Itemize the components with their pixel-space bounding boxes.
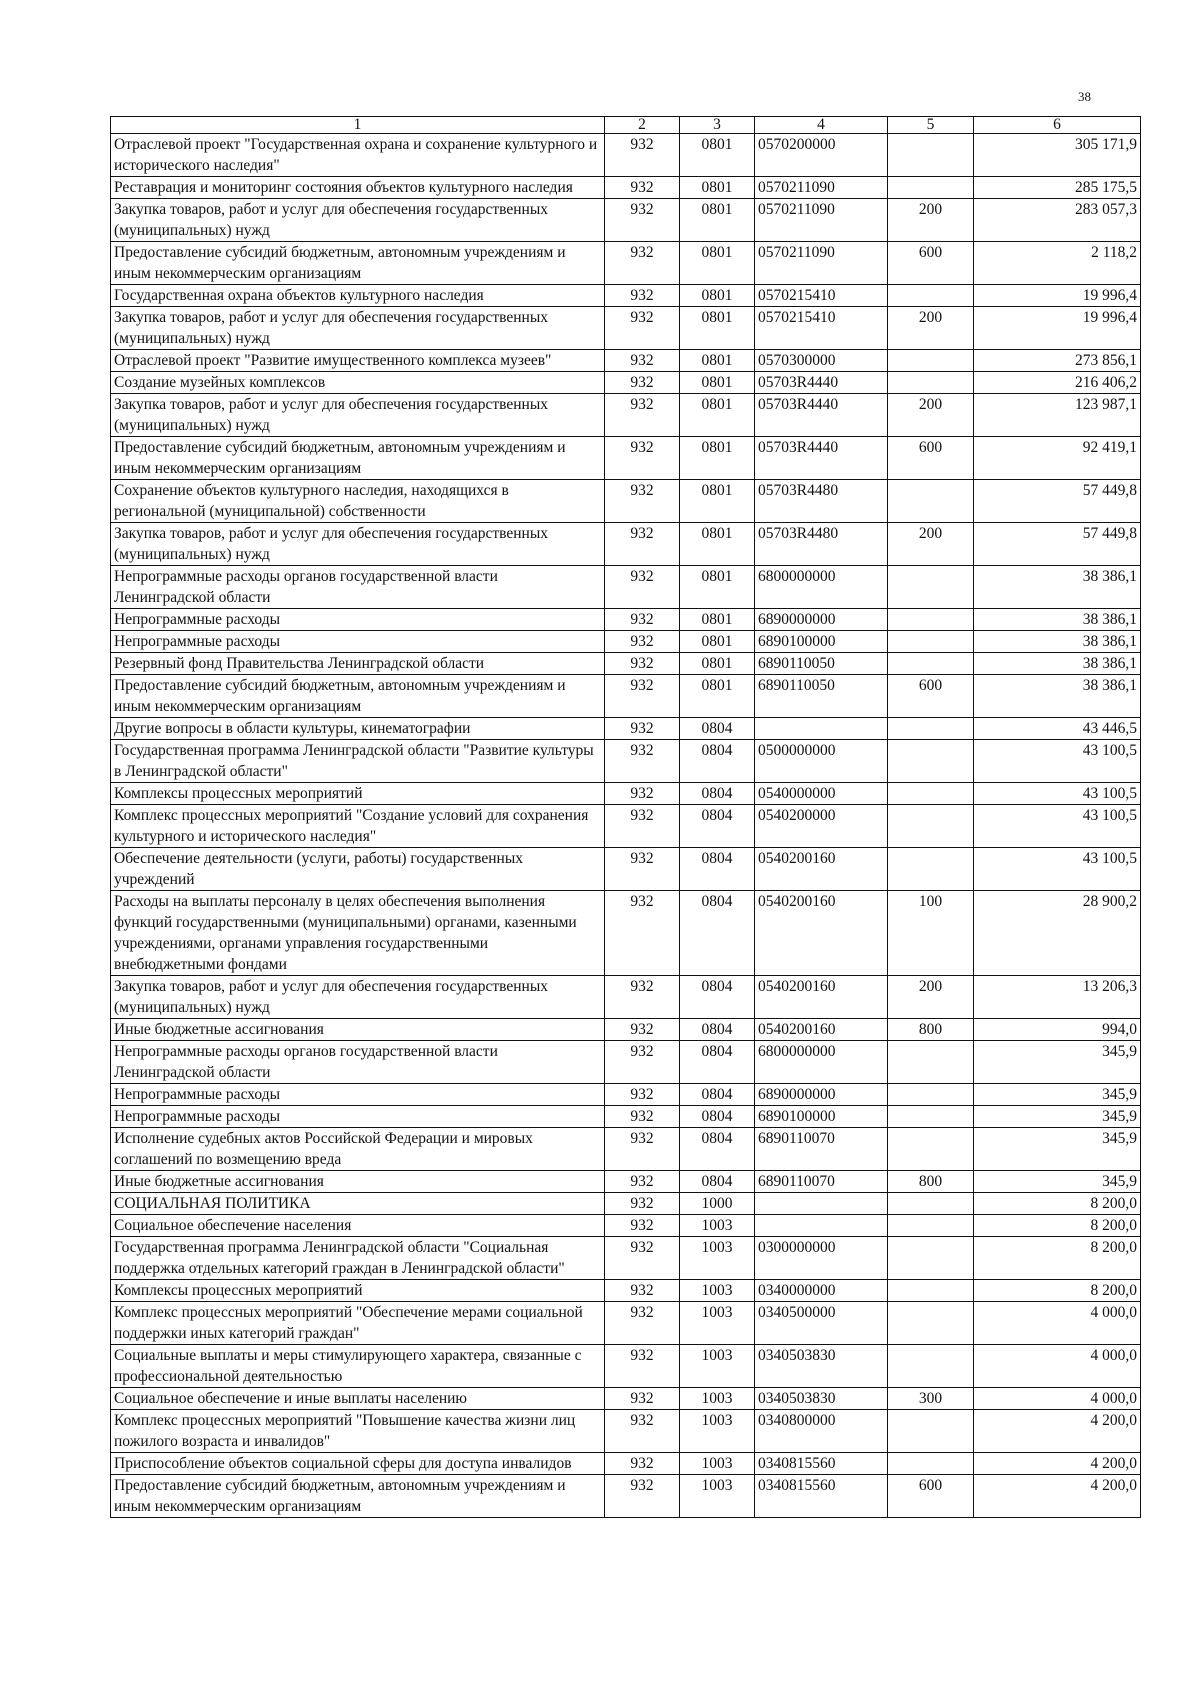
item-name-cell: Отраслевой проект "Государственная охрана и сохранение культурного и исторического наследия" xyxy=(111,134,605,177)
item-name-cell: Непрограммные расходы органов государственной власти Ленинградской области xyxy=(111,566,605,609)
admin-code-cell: 932 xyxy=(605,437,680,480)
target-article-cell: 0540200160 xyxy=(755,1019,888,1041)
amount-cell: 28 900,2 xyxy=(974,891,1141,976)
expense-type-cell: 600 xyxy=(888,675,974,718)
expense-type-cell: 200 xyxy=(888,307,974,350)
expense-type-cell xyxy=(888,1041,974,1084)
target-article-cell: 6890110070 xyxy=(755,1128,888,1171)
table-row xyxy=(111,1041,1141,1084)
table-row xyxy=(111,134,1141,177)
section-code-cell: 0801 xyxy=(680,675,755,718)
table-row xyxy=(111,199,1141,242)
admin-code-cell: 932 xyxy=(605,653,680,675)
item-name-cell: Реставрация и мониторинг состояния объектов культурного наследия xyxy=(111,177,605,199)
table-row xyxy=(111,307,1141,350)
table-row xyxy=(111,1280,1141,1302)
item-name-cell: Непрограммные расходы органов государственной власти Ленинградской области xyxy=(111,1041,605,1084)
target-article-cell: 6890110050 xyxy=(755,675,888,718)
expense-type-cell xyxy=(888,1237,974,1280)
expense-type-cell: 200 xyxy=(888,976,974,1019)
expense-type-cell xyxy=(888,350,974,372)
table-row xyxy=(111,566,1141,609)
amount-cell: 285 175,5 xyxy=(974,177,1141,199)
amount-cell: 4 200,0 xyxy=(974,1453,1141,1475)
admin-code-cell: 932 xyxy=(605,1171,680,1193)
table-row xyxy=(111,783,1141,805)
section-code-cell: 0801 xyxy=(680,134,755,177)
amount-cell: 43 100,5 xyxy=(974,783,1141,805)
table-row xyxy=(111,242,1141,285)
section-code-cell: 0801 xyxy=(680,177,755,199)
admin-code-cell: 932 xyxy=(605,350,680,372)
admin-code-cell: 932 xyxy=(605,718,680,740)
item-name-cell: Резервный фонд Правительства Ленинградской области xyxy=(111,653,605,675)
table-row xyxy=(111,976,1141,1019)
target-article-cell: 0540200160 xyxy=(755,891,888,976)
section-code-cell: 0804 xyxy=(680,976,755,1019)
expense-type-cell xyxy=(888,1106,974,1128)
table-row xyxy=(111,177,1141,199)
admin-code-cell: 932 xyxy=(605,307,680,350)
expense-type-cell xyxy=(888,1084,974,1106)
target-article-cell: 05703R4440 xyxy=(755,394,888,437)
admin-code-cell: 932 xyxy=(605,1302,680,1345)
item-name-cell: Предоставление субсидий бюджетным, автономным учреждениям и иным некоммерческим организациям xyxy=(111,1475,605,1518)
amount-cell: 4 200,0 xyxy=(974,1410,1141,1453)
expense-type-cell xyxy=(888,805,974,848)
amount-cell: 38 386,1 xyxy=(974,653,1141,675)
section-code-cell: 0804 xyxy=(680,1128,755,1171)
expense-type-cell xyxy=(888,783,974,805)
admin-code-cell: 932 xyxy=(605,372,680,394)
amount-cell: 4 000,0 xyxy=(974,1345,1141,1388)
section-code-cell: 0804 xyxy=(680,1106,755,1128)
expense-type-cell: 600 xyxy=(888,437,974,480)
table-row xyxy=(111,805,1141,848)
admin-code-cell: 932 xyxy=(605,1019,680,1041)
amount-cell: 273 856,1 xyxy=(974,350,1141,372)
section-code-cell: 1003 xyxy=(680,1388,755,1410)
item-name-cell: Другие вопросы в области культуры, кинематографии xyxy=(111,718,605,740)
item-name-cell: Государственная программа Ленинградской области "Развитие культуры в Ленинградской области" xyxy=(111,740,605,783)
section-code-cell: 0801 xyxy=(680,653,755,675)
table-row xyxy=(111,675,1141,718)
section-code-cell: 1003 xyxy=(680,1453,755,1475)
target-article-cell xyxy=(755,1215,888,1237)
admin-code-cell: 932 xyxy=(605,631,680,653)
amount-cell: 19 996,4 xyxy=(974,307,1141,350)
item-name-cell: Закупка товаров, работ и услуг для обеспечения государственных (муниципальных) нужд xyxy=(111,394,605,437)
section-code-cell: 0801 xyxy=(680,394,755,437)
admin-code-cell: 932 xyxy=(605,976,680,1019)
expense-type-cell xyxy=(888,134,974,177)
expense-type-cell xyxy=(888,718,974,740)
table-row xyxy=(111,1128,1141,1171)
target-article-cell: 0340815560 xyxy=(755,1453,888,1475)
section-code-cell: 0804 xyxy=(680,740,755,783)
target-article-cell: 0540200160 xyxy=(755,848,888,891)
section-code-cell: 0801 xyxy=(680,199,755,242)
amount-cell: 345,9 xyxy=(974,1084,1141,1106)
target-article-cell: 0500000000 xyxy=(755,740,888,783)
admin-code-cell: 932 xyxy=(605,848,680,891)
item-name-cell: Обеспечение деятельности (услуги, работы) государственных учреждений xyxy=(111,848,605,891)
amount-cell: 38 386,1 xyxy=(974,675,1141,718)
table-row xyxy=(111,848,1141,891)
table-row xyxy=(111,1453,1141,1475)
section-code-cell: 0804 xyxy=(680,1041,755,1084)
section-code-cell: 0801 xyxy=(680,350,755,372)
target-article-cell: 0570300000 xyxy=(755,350,888,372)
section-code-cell: 0801 xyxy=(680,437,755,480)
admin-code-cell: 932 xyxy=(605,783,680,805)
amount-cell: 2 118,2 xyxy=(974,242,1141,285)
column-header: 5 xyxy=(888,117,974,134)
table-row xyxy=(111,1084,1141,1106)
target-article-cell: 05703R4480 xyxy=(755,480,888,523)
amount-cell: 38 386,1 xyxy=(974,631,1141,653)
expense-type-cell: 200 xyxy=(888,199,974,242)
table-body xyxy=(111,134,1141,1518)
section-code-cell: 0804 xyxy=(680,1171,755,1193)
admin-code-cell: 932 xyxy=(605,1193,680,1215)
amount-cell: 8 200,0 xyxy=(974,1237,1141,1280)
amount-cell: 43 446,5 xyxy=(974,718,1141,740)
expense-type-cell xyxy=(888,480,974,523)
expense-type-cell xyxy=(888,1128,974,1171)
section-code-cell: 0804 xyxy=(680,1019,755,1041)
item-name-cell: Исполнение судебных актов Российской Федерации и мировых соглашений по возмещению вреда xyxy=(111,1128,605,1171)
table-row xyxy=(111,1171,1141,1193)
admin-code-cell: 932 xyxy=(605,1215,680,1237)
target-article-cell: 05703R4440 xyxy=(755,372,888,394)
table-row xyxy=(111,350,1141,372)
amount-cell: 57 449,8 xyxy=(974,480,1141,523)
target-article-cell: 6890100000 xyxy=(755,631,888,653)
target-article-cell: 0340500000 xyxy=(755,1302,888,1345)
column-header: 4 xyxy=(755,117,888,134)
item-name-cell: Комплексы процессных мероприятий xyxy=(111,1280,605,1302)
section-code-cell: 1000 xyxy=(680,1193,755,1215)
target-article-cell: 0540200000 xyxy=(755,805,888,848)
table-row xyxy=(111,523,1141,566)
section-code-cell: 1003 xyxy=(680,1280,755,1302)
expense-type-cell xyxy=(888,631,974,653)
amount-cell: 345,9 xyxy=(974,1041,1141,1084)
amount-cell: 38 386,1 xyxy=(974,609,1141,631)
target-article-cell: 0570211090 xyxy=(755,199,888,242)
amount-cell: 283 057,3 xyxy=(974,199,1141,242)
admin-code-cell: 932 xyxy=(605,1388,680,1410)
expense-type-cell: 300 xyxy=(888,1388,974,1410)
amount-cell: 994,0 xyxy=(974,1019,1141,1041)
amount-cell: 43 100,5 xyxy=(974,805,1141,848)
table-row xyxy=(111,285,1141,307)
amount-cell: 57 449,8 xyxy=(974,523,1141,566)
target-article-cell: 6800000000 xyxy=(755,1041,888,1084)
amount-cell: 19 996,4 xyxy=(974,285,1141,307)
target-article-cell xyxy=(755,1193,888,1215)
expense-type-cell xyxy=(888,1193,974,1215)
expense-type-cell xyxy=(888,177,974,199)
target-article-cell: 0340503830 xyxy=(755,1388,888,1410)
admin-code-cell: 932 xyxy=(605,242,680,285)
amount-cell: 38 386,1 xyxy=(974,566,1141,609)
target-article-cell: 0540000000 xyxy=(755,783,888,805)
table-row xyxy=(111,609,1141,631)
section-code-cell: 0804 xyxy=(680,891,755,976)
section-code-cell: 0804 xyxy=(680,848,755,891)
table-row xyxy=(111,653,1141,675)
item-name-cell: Комплекс процессных мероприятий "Обеспечение мерами социальной поддержки иных категорий граждан" xyxy=(111,1302,605,1345)
target-article-cell xyxy=(755,718,888,740)
section-code-cell: 0801 xyxy=(680,609,755,631)
admin-code-cell: 932 xyxy=(605,1106,680,1128)
item-name-cell: Отраслевой проект "Развитие имущественного комплекса музеев" xyxy=(111,350,605,372)
item-name-cell: Предоставление субсидий бюджетным, автономным учреждениям и иным некоммерческим организациям xyxy=(111,242,605,285)
section-code-cell: 0804 xyxy=(680,805,755,848)
target-article-cell: 05703R4440 xyxy=(755,437,888,480)
item-name-cell: Предоставление субсидий бюджетным, автономным учреждениям и иным некоммерческим организациям xyxy=(111,437,605,480)
admin-code-cell: 932 xyxy=(605,1453,680,1475)
target-article-cell: 6890000000 xyxy=(755,609,888,631)
item-name-cell: Государственная охрана объектов культурного наследия xyxy=(111,285,605,307)
target-article-cell: 0570215410 xyxy=(755,307,888,350)
section-code-cell: 1003 xyxy=(680,1215,755,1237)
item-name-cell: Предоставление субсидий бюджетным, автономным учреждениям и иным некоммерческим организациям xyxy=(111,675,605,718)
section-code-cell: 0801 xyxy=(680,372,755,394)
column-header: 1 xyxy=(111,117,605,134)
admin-code-cell: 932 xyxy=(605,1041,680,1084)
table-row xyxy=(111,437,1141,480)
expense-type-cell: 200 xyxy=(888,394,974,437)
item-name-cell: СОЦИАЛЬНАЯ ПОЛИТИКА xyxy=(111,1193,605,1215)
table-row xyxy=(111,1388,1141,1410)
table-row xyxy=(111,394,1141,437)
item-name-cell: Социальное обеспечение и иные выплаты населению xyxy=(111,1388,605,1410)
table-row xyxy=(111,631,1141,653)
table-row xyxy=(111,1106,1141,1128)
amount-cell: 8 200,0 xyxy=(974,1280,1141,1302)
amount-cell: 4 200,0 xyxy=(974,1475,1141,1518)
admin-code-cell: 932 xyxy=(605,675,680,718)
section-code-cell: 1003 xyxy=(680,1302,755,1345)
expense-type-cell xyxy=(888,848,974,891)
expense-type-cell xyxy=(888,1345,974,1388)
expense-type-cell: 600 xyxy=(888,242,974,285)
expense-type-cell: 800 xyxy=(888,1019,974,1041)
amount-cell: 43 100,5 xyxy=(974,848,1141,891)
column-header: 3 xyxy=(680,117,755,134)
target-article-cell: 0570211090 xyxy=(755,177,888,199)
table-row xyxy=(111,1237,1141,1280)
amount-cell: 8 200,0 xyxy=(974,1215,1141,1237)
admin-code-cell: 932 xyxy=(605,1084,680,1106)
expense-type-cell xyxy=(888,372,974,394)
table-header-row xyxy=(111,117,1141,134)
admin-code-cell: 932 xyxy=(605,394,680,437)
target-article-cell: 6890100000 xyxy=(755,1106,888,1128)
admin-code-cell: 932 xyxy=(605,1345,680,1388)
target-article-cell: 6890110070 xyxy=(755,1171,888,1193)
target-article-cell: 6800000000 xyxy=(755,566,888,609)
admin-code-cell: 932 xyxy=(605,740,680,783)
admin-code-cell: 932 xyxy=(605,1237,680,1280)
table-row xyxy=(111,480,1141,523)
item-name-cell: Закупка товаров, работ и услуг для обеспечения государственных (муниципальных) нужд xyxy=(111,199,605,242)
admin-code-cell: 932 xyxy=(605,523,680,566)
expense-type-cell: 200 xyxy=(888,523,974,566)
section-code-cell: 0801 xyxy=(680,480,755,523)
expense-type-cell xyxy=(888,1302,974,1345)
column-header: 2 xyxy=(605,117,680,134)
section-code-cell: 0804 xyxy=(680,718,755,740)
amount-cell: 123 987,1 xyxy=(974,394,1141,437)
section-code-cell: 0801 xyxy=(680,631,755,653)
admin-code-cell: 932 xyxy=(605,199,680,242)
admin-code-cell: 932 xyxy=(605,609,680,631)
item-name-cell: Государственная программа Ленинградской области "Социальная поддержка отдельных категорий граждан в Ленинградской области" xyxy=(111,1237,605,1280)
target-article-cell: 0340800000 xyxy=(755,1410,888,1453)
table-row xyxy=(111,1410,1141,1453)
section-code-cell: 1003 xyxy=(680,1345,755,1388)
expense-type-cell: 800 xyxy=(888,1171,974,1193)
admin-code-cell: 932 xyxy=(605,805,680,848)
admin-code-cell: 932 xyxy=(605,891,680,976)
expense-type-cell xyxy=(888,740,974,783)
table-row xyxy=(111,718,1141,740)
section-code-cell: 0801 xyxy=(680,307,755,350)
expense-type-cell xyxy=(888,566,974,609)
table-row xyxy=(111,1215,1141,1237)
item-name-cell: Комплексы процессных мероприятий xyxy=(111,783,605,805)
item-name-cell: Приспособление объектов социальной сферы для доступа инвалидов xyxy=(111,1453,605,1475)
amount-cell: 216 406,2 xyxy=(974,372,1141,394)
item-name-cell: Иные бюджетные ассигнования xyxy=(111,1171,605,1193)
admin-code-cell: 932 xyxy=(605,1410,680,1453)
item-name-cell: Создание музейных комплексов xyxy=(111,372,605,394)
target-article-cell: 0570215410 xyxy=(755,285,888,307)
item-name-cell: Социальное обеспечение населения xyxy=(111,1215,605,1237)
item-name-cell: Расходы на выплаты персоналу в целях обеспечения выполнения функций государственными (муниципальными) органами, казенными учреждениями, органами управления государственными внебюджетными фондами xyxy=(111,891,605,976)
expense-type-cell: 100 xyxy=(888,891,974,976)
table-row xyxy=(111,1475,1141,1518)
item-name-cell: Закупка товаров, работ и услуг для обеспечения государственных (муниципальных) нужд xyxy=(111,976,605,1019)
amount-cell: 345,9 xyxy=(974,1106,1141,1128)
table-row xyxy=(111,891,1141,976)
item-name-cell: Комплекс процессных мероприятий "Повышение качества жизни лиц пожилого возраста и инвалидов" xyxy=(111,1410,605,1453)
section-code-cell: 1003 xyxy=(680,1237,755,1280)
amount-cell: 4 000,0 xyxy=(974,1302,1141,1345)
item-name-cell: Комплекс процессных мероприятий "Создание условий для сохранения культурного и исторического наследия" xyxy=(111,805,605,848)
page-number: 38 xyxy=(1078,89,1091,104)
section-code-cell: 0804 xyxy=(680,1084,755,1106)
amount-cell: 8 200,0 xyxy=(974,1193,1141,1215)
section-code-cell: 0801 xyxy=(680,523,755,566)
target-article-cell: 0570211090 xyxy=(755,242,888,285)
item-name-cell: Социальные выплаты и меры стимулирующего характера, связанные с профессиональной деятельностью xyxy=(111,1345,605,1388)
section-code-cell: 0801 xyxy=(680,285,755,307)
amount-cell: 13 206,3 xyxy=(974,976,1141,1019)
amount-cell: 345,9 xyxy=(974,1128,1141,1171)
table-row xyxy=(111,1302,1141,1345)
target-article-cell: 6890110050 xyxy=(755,653,888,675)
target-article-cell: 0540200160 xyxy=(755,976,888,1019)
item-name-cell: Закупка товаров, работ и услуг для обеспечения государственных (муниципальных) нужд xyxy=(111,307,605,350)
item-name-cell: Закупка товаров, работ и услуг для обеспечения государственных (муниципальных) нужд xyxy=(111,523,605,566)
column-header: 6 xyxy=(974,117,1141,134)
target-article-cell: 0340503830 xyxy=(755,1345,888,1388)
budget-table xyxy=(110,116,1141,1518)
target-article-cell: 0340000000 xyxy=(755,1280,888,1302)
item-name-cell: Иные бюджетные ассигнования xyxy=(111,1019,605,1041)
item-name-cell: Непрограммные расходы xyxy=(111,609,605,631)
table-row xyxy=(111,740,1141,783)
item-name-cell: Непрограммные расходы xyxy=(111,631,605,653)
section-code-cell: 1003 xyxy=(680,1475,755,1518)
expense-type-cell xyxy=(888,1215,974,1237)
target-article-cell: 0340815560 xyxy=(755,1475,888,1518)
item-name-cell: Непрограммные расходы xyxy=(111,1106,605,1128)
expense-type-cell xyxy=(888,1280,974,1302)
amount-cell: 345,9 xyxy=(974,1171,1141,1193)
target-article-cell: 0300000000 xyxy=(755,1237,888,1280)
admin-code-cell: 932 xyxy=(605,1475,680,1518)
table-row xyxy=(111,1345,1141,1388)
admin-code-cell: 932 xyxy=(605,480,680,523)
amount-cell: 4 000,0 xyxy=(974,1388,1141,1410)
table-row xyxy=(111,372,1141,394)
target-article-cell: 0570200000 xyxy=(755,134,888,177)
amount-cell: 92 419,1 xyxy=(974,437,1141,480)
section-code-cell: 0801 xyxy=(680,242,755,285)
expense-type-cell xyxy=(888,1410,974,1453)
expense-type-cell xyxy=(888,653,974,675)
admin-code-cell: 932 xyxy=(605,1128,680,1171)
amount-cell: 43 100,5 xyxy=(974,740,1141,783)
admin-code-cell: 932 xyxy=(605,177,680,199)
table-row xyxy=(111,1019,1141,1041)
expense-type-cell: 600 xyxy=(888,1475,974,1518)
section-code-cell: 1003 xyxy=(680,1410,755,1453)
admin-code-cell: 932 xyxy=(605,1280,680,1302)
section-code-cell: 0801 xyxy=(680,566,755,609)
expense-type-cell xyxy=(888,609,974,631)
admin-code-cell: 932 xyxy=(605,566,680,609)
target-article-cell: 6890000000 xyxy=(755,1084,888,1106)
amount-cell: 305 171,9 xyxy=(974,134,1141,177)
admin-code-cell: 932 xyxy=(605,134,680,177)
item-name-cell: Сохранение объектов культурного наследия, находящихся в региональной (муниципальной) собственности xyxy=(111,480,605,523)
item-name-cell: Непрограммные расходы xyxy=(111,1084,605,1106)
expense-type-cell xyxy=(888,1453,974,1475)
expense-type-cell xyxy=(888,285,974,307)
section-code-cell: 0804 xyxy=(680,783,755,805)
admin-code-cell: 932 xyxy=(605,285,680,307)
target-article-cell: 05703R4480 xyxy=(755,523,888,566)
table-row xyxy=(111,1193,1141,1215)
